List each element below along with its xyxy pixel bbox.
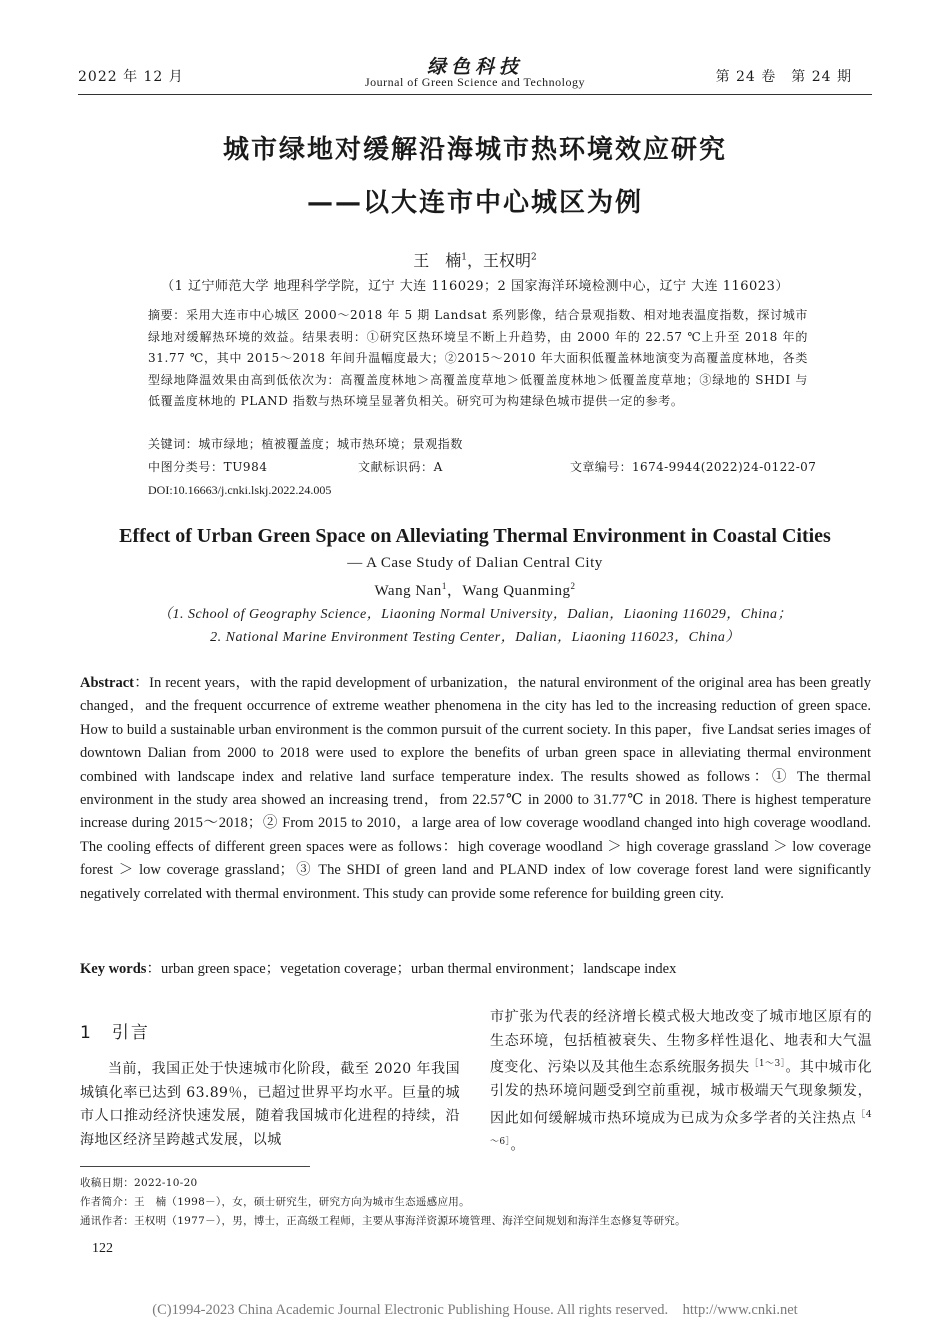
intro-right-text-c: 。 bbox=[510, 1137, 525, 1154]
abstract-cn: 摘要：采用大连市中心城区 2000～2018 年 5 期 Landsat 系列影像，结合景观指数、相对地表温度指数，探讨城市绿地对缓解热环境的效益。结果表明：①研究区热环境呈不断上升趋势，由 2000 年的 22.57 ℃上升至 2018 年的 31.77 ℃，其中 2015～2018 年间升温幅度最大；②2015～2010 年大面积低覆盖林地演变为高覆盖度林地，各类型绿地降温效果由高到低依次为：高覆盖度林地＞高覆盖度草地＞低覆盖度林地＞低覆盖度草地；③绿地的 SHDI 与低覆盖度林地的 PLAND 指数与热环境呈显著负相关。研究可为构建绿色城市提供一定的参考。 bbox=[148, 308, 808, 408]
affiliation-cn: （1 辽宁师范大学 地理科学学院，辽宁 大连 116029；2 国家海洋环境检测中心，辽宁 大连 116023） bbox=[161, 279, 789, 294]
classification-number: 中图分类号：TU984 bbox=[148, 460, 268, 474]
section-heading-intro: 1 引言 bbox=[80, 1023, 150, 1043]
footnote-corresponding: 通讯作者：王权明（1977－），男，博士，正高级工程师，主要从事海洋资源环境管理、海洋空间规划和海洋生态修复等研究。 bbox=[80, 1215, 686, 1227]
english-affiliation-2: 2. National Marine Environment Testing Center，Dalian，Liaoning 116023，China） bbox=[210, 630, 740, 645]
volume-issue: 第 24 卷 第 24 期 bbox=[715, 69, 852, 85]
english-keywords bbox=[80, 957, 676, 978]
author-1-affil-mark: 1 bbox=[461, 252, 467, 263]
author-2-affil-mark: 2 bbox=[531, 252, 537, 263]
english-author-1: Wang Nan bbox=[374, 583, 442, 599]
footnote-author-bio: 作者简介：王 楠（1998－），女，硕士研究生，研究方向为城市生态遥感应用。 bbox=[80, 1196, 470, 1208]
english-author-2: Wang Quanming bbox=[462, 583, 571, 599]
intro-right-text-a: 市扩张为代表的经济增长模式极大地改变了城市地区原有的生态环境，包括植被衰失、生物多样性退化、地表和大气温度变化、污染以及其他生态系统服务损失 bbox=[490, 1009, 872, 1076]
keywords-text: ：urban green space；vegetation coverage；urban thermal environment；landscape index bbox=[146, 961, 677, 977]
document-code: 文献标识码：A bbox=[358, 460, 443, 474]
keywords-cn: 关键词：城市绿地；植被覆盖度；城市热环境；景观指数 bbox=[148, 437, 464, 451]
paper-subtitle: ——以大连市中心城区为例 bbox=[306, 188, 643, 218]
copyright-footer: (C)1994-2023 China Academic Journal Electronic Publishing House. All rights reserved. http://www.cnki.net bbox=[152, 1302, 798, 1318]
author-separator: ， bbox=[466, 251, 483, 270]
intro-left-column: 当前，我国正处于快速城市化阶段，截至 2020 年我国城镇化率已达到 63.89％，已超过世界平均水平。巨量的城市人口推动经济快速发展，随着我国城市化进程的持续，沿海地区经济呈跨越式发展，以城 bbox=[80, 1061, 460, 1148]
paper-title: 城市绿地对缓解沿海城市热环境效应研究 bbox=[222, 135, 727, 165]
intro-right-column bbox=[490, 1006, 872, 1159]
english-author-separator: ， bbox=[446, 583, 463, 599]
author-1-name: 王 楠 bbox=[413, 251, 462, 270]
intro-right-text-b: 。其中城市化引发的热环境问题受到空前重视，城市极端天气现象频发，因此如何缓解城市热环境成为已成为众多学者的关注热点 bbox=[490, 1059, 872, 1127]
english-author-2-mark: 2 bbox=[570, 581, 576, 591]
page-number: 122 bbox=[92, 1241, 113, 1256]
citation-1-3: ［1～3］ bbox=[749, 1059, 786, 1070]
journal-name-en: Journal of Green Science and Technology bbox=[364, 75, 586, 89]
footnote-received: 收稿日期：2022-10-20 bbox=[80, 1177, 198, 1189]
author-2-name: 王权明 bbox=[483, 251, 532, 270]
english-abstract bbox=[80, 672, 871, 906]
journal-logo-cn: 绿色科技 bbox=[426, 56, 523, 78]
english-author-1-mark: 1 bbox=[441, 581, 447, 591]
authors-cn bbox=[0, 248, 950, 271]
doi: DOI:10.16663/j.cnki.lskj.2022.24.005 bbox=[148, 483, 332, 497]
article-number: 文章编号：1674-9944(2022)24-0122-07 bbox=[570, 460, 817, 474]
citation-4-6: ［4～6］ bbox=[490, 1110, 872, 1148]
keywords-label: Key words bbox=[80, 961, 147, 977]
abstract-label: Abstract bbox=[80, 675, 134, 691]
english-authors bbox=[0, 579, 950, 600]
footnote-rule bbox=[80, 1166, 310, 1167]
issue-date: 2022 年 12 月 bbox=[78, 69, 184, 85]
english-title: Effect of Urban Green Space on Alleviating Thermal Environment in Coastal Cities bbox=[119, 525, 831, 547]
english-affiliation-1: （1. School of Geography Science，Liaoning Normal University，Dalian，Liaoning 116029，China； bbox=[157, 607, 793, 622]
english-subtitle: — A Case Study of Dalian Central City bbox=[347, 555, 603, 571]
header-rule bbox=[78, 94, 872, 95]
abstract-text: ：In recent years，with the rapid development of urbanization，the natural environment of the original area has been greatly changed，and the frequent occurrence of extreme weather phenomena in the city has led to the increasing reduction of green space. How to build a sustainable urban environment is the common pursuit of the current society. In this paper，five Landsat series images of downtown Dalian from 2000 to 2018 were used to explore the benefits of urban green space in alleviating thermal environment combined with landscape index and relative land surface temperature index. The results showed as follows：① The thermal environment in the study area showed an increasing trend，from 22.57℃ in 2000 to 31.77℃ in 2018. There is highest temperature increase during 2015～2018；② From 2015 to 2010，a large area of low coverage woodland changed into high coverage woodland. The cooling effects of different green spaces were as follows：high coverage woodland ＞ high coverage grassland ＞ low coverage forest ＞ low coverage grassland；③ The SHDI of green land and PLAND index of low coverage forest land were significantly negatively correlated with thermal environment. This study can provide some reference for building green city. bbox=[80, 675, 871, 902]
